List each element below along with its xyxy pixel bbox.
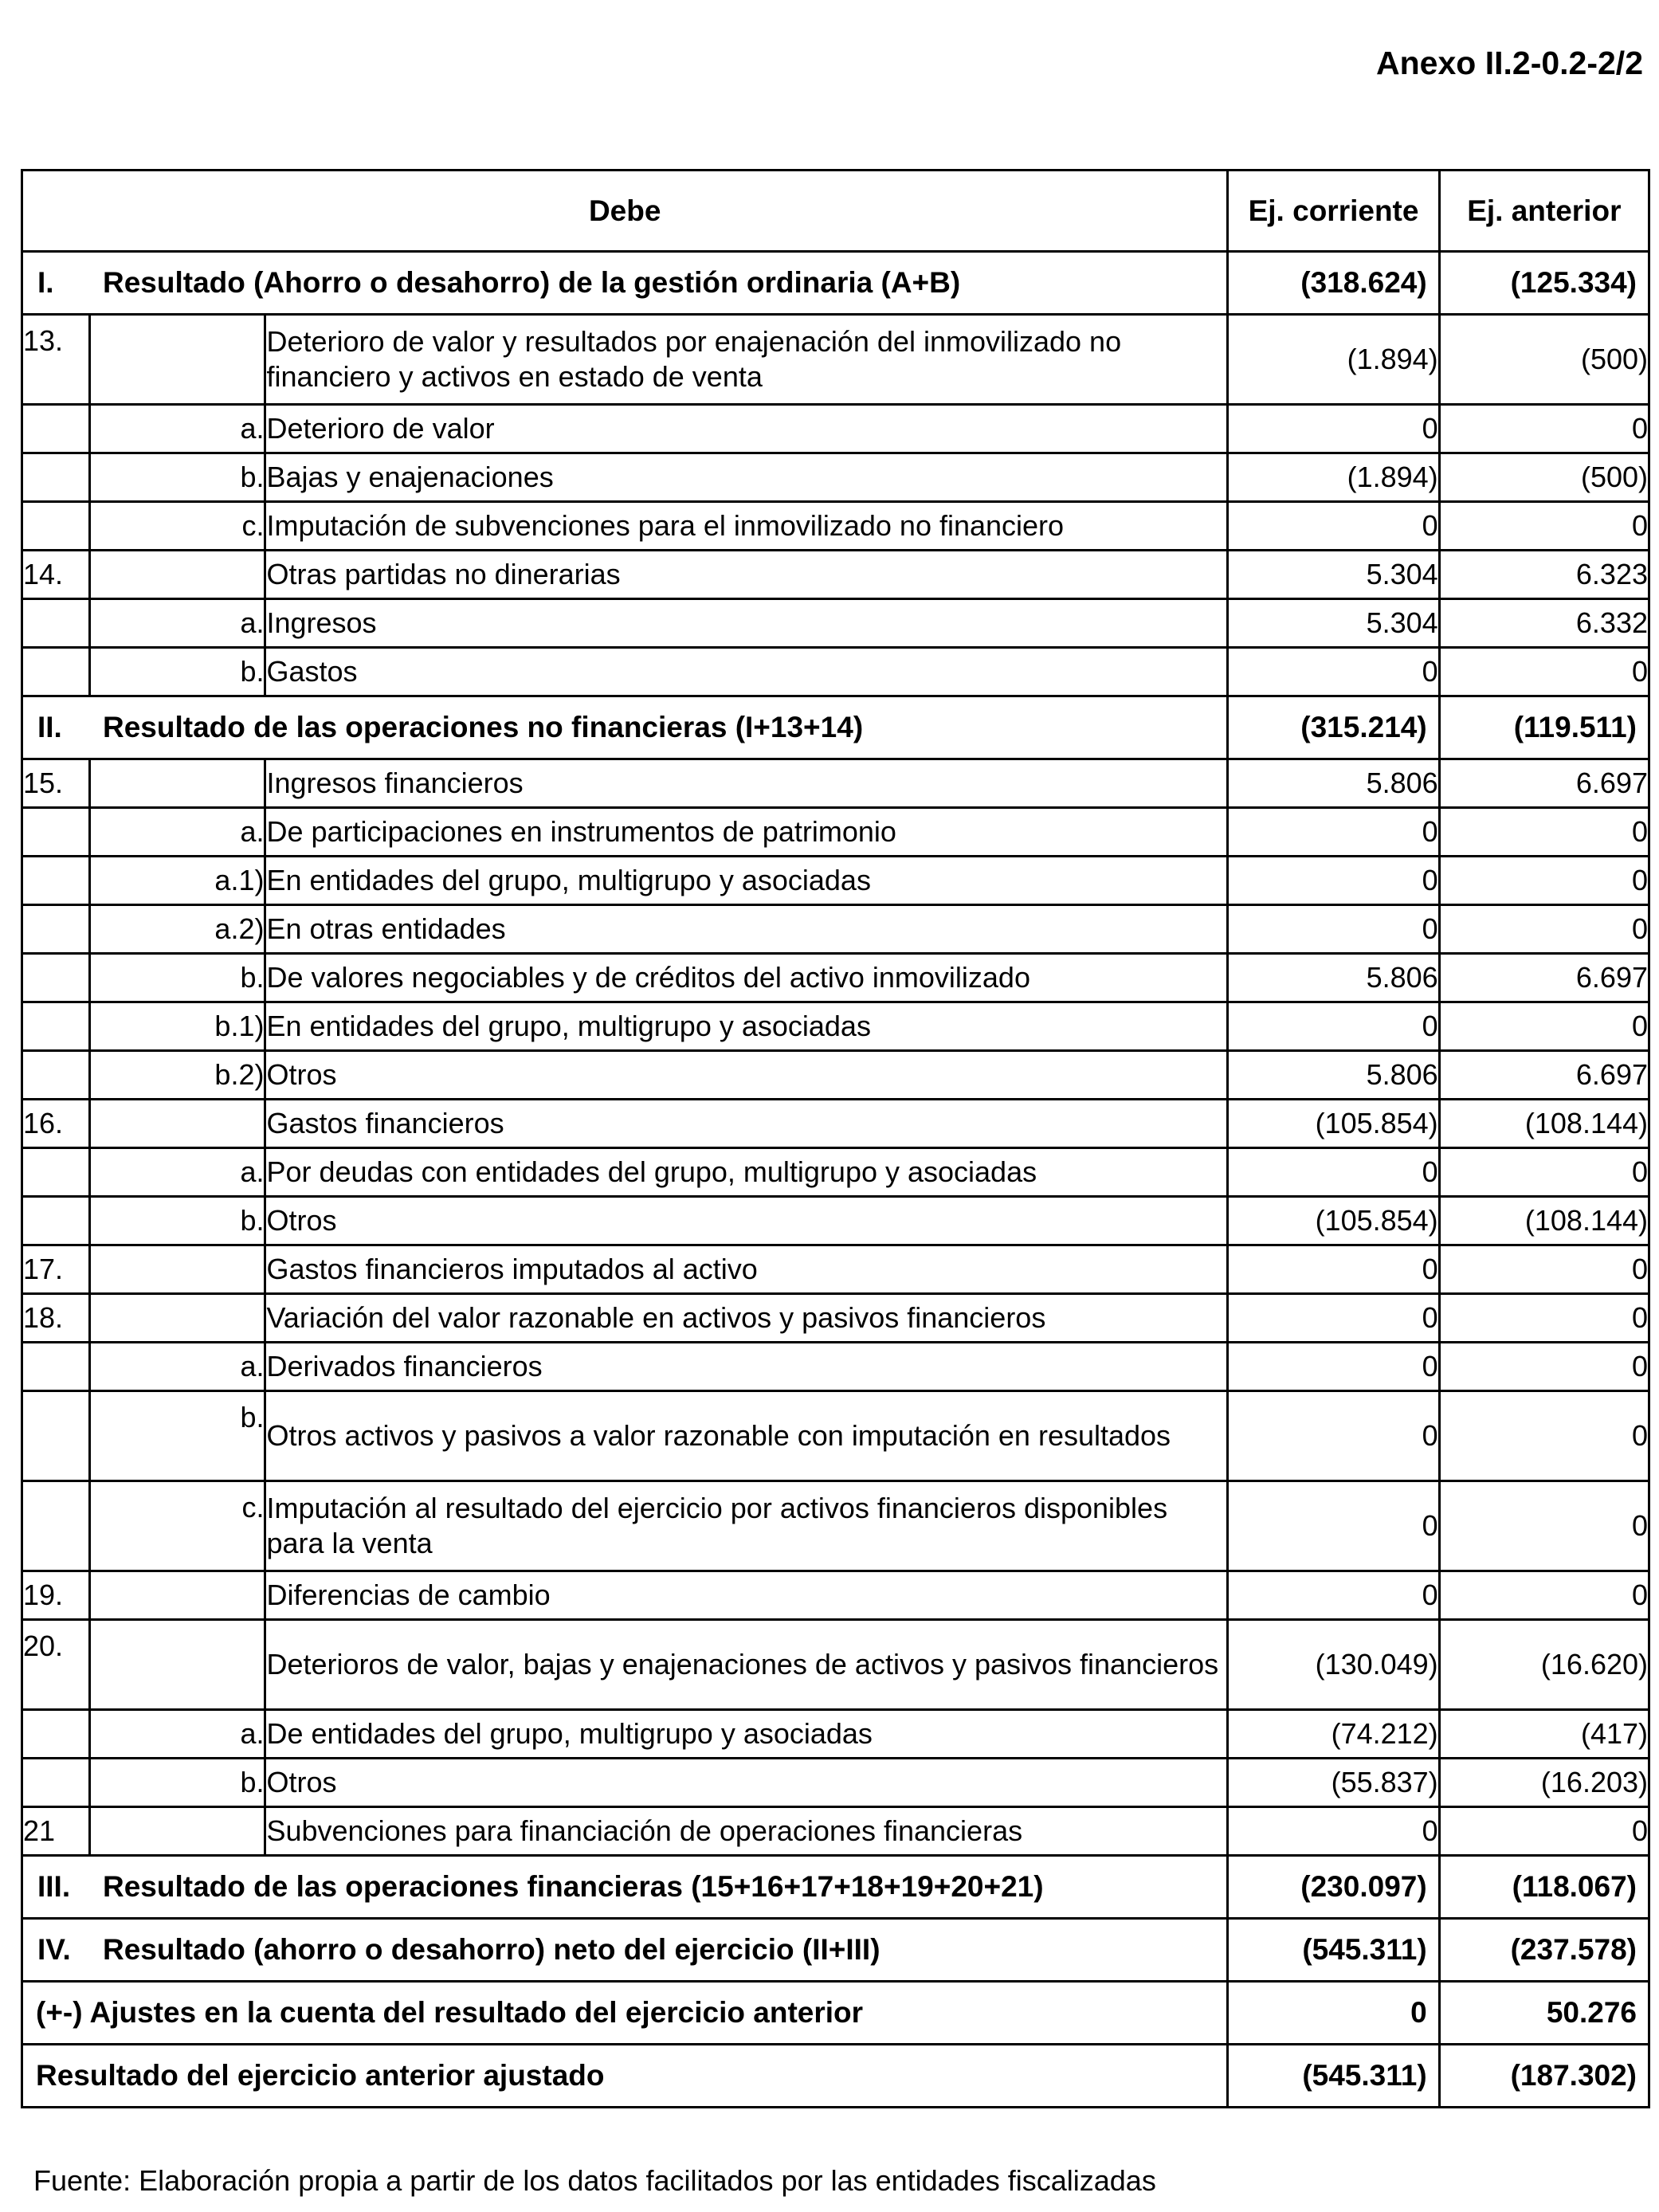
row-number: 16. <box>22 1100 90 1148</box>
value-previous-year: 0 <box>1439 502 1649 551</box>
value-previous-year: 0 <box>1439 1571 1649 1620</box>
row-sub-number: a. <box>90 1148 265 1197</box>
table-row <box>22 502 1649 551</box>
row-sub-number <box>90 1245 265 1294</box>
row-label: Variación del valor razonable en activos y pasivos financieros <box>265 1294 1228 1343</box>
value-previous-year: (237.578) <box>1439 1919 1649 1982</box>
total-roman-number: III. <box>37 1870 71 1903</box>
value-current-year: (545.311) <box>1228 2045 1439 2108</box>
row-number <box>22 808 90 857</box>
row-label: Derivados financieros <box>265 1343 1228 1391</box>
value-current-year: (545.311) <box>1228 1919 1439 1982</box>
value-previous-year: (16.203) <box>1439 1759 1649 1807</box>
value-current-year: 0 <box>1228 1343 1439 1391</box>
row-label: Deterioro de valor y resultados por enajenación del inmovilizado no financiero y activos en estado de venta <box>265 315 1228 405</box>
total-label: (+-) Ajustes en la cuenta del resultado del ejercicio anterior <box>22 1982 1228 2045</box>
table-row <box>22 1710 1649 1759</box>
value-previous-year: 50.276 <box>1439 1982 1649 2045</box>
row-sub-number <box>90 1294 265 1343</box>
total-roman-number: IV. <box>37 1933 71 1966</box>
row-label: En otras entidades <box>265 905 1228 954</box>
row-label: De participaciones en instrumentos de patrimonio <box>265 808 1228 857</box>
row-label: En entidades del grupo, multigrupo y asociadas <box>265 1002 1228 1051</box>
value-previous-year: 0 <box>1439 1148 1649 1197</box>
row-number: 17. <box>22 1245 90 1294</box>
total-label: Resultado de las operaciones no financieras (I+13+14) <box>103 711 864 743</box>
row-sub-number: b. <box>90 1759 265 1807</box>
row-number <box>22 1710 90 1759</box>
table-row <box>22 1620 1649 1710</box>
value-current-year: 0 <box>1228 1245 1439 1294</box>
row-number <box>22 905 90 954</box>
value-previous-year: 0 <box>1439 1807 1649 1856</box>
row-number: 18. <box>22 1294 90 1343</box>
table-row <box>22 315 1649 405</box>
table-header <box>22 171 1649 252</box>
row-number <box>22 1759 90 1807</box>
total-row <box>22 252 1649 315</box>
row-sub-number <box>90 1807 265 1856</box>
value-current-year: (130.049) <box>1228 1620 1439 1710</box>
total-row <box>22 1919 1649 1982</box>
row-label: En entidades del grupo, multigrupo y asociadas <box>265 857 1228 905</box>
row-number <box>22 599 90 648</box>
value-previous-year: (500) <box>1439 453 1649 502</box>
value-current-year: (1.894) <box>1228 315 1439 405</box>
row-label: Subvenciones para financiación de operaciones financieras <box>265 1807 1228 1856</box>
total-label-cell <box>22 252 1228 315</box>
table-row <box>22 1571 1649 1620</box>
value-current-year: 0 <box>1228 1391 1439 1481</box>
row-number <box>22 1481 90 1571</box>
table-row <box>22 1343 1649 1391</box>
row-number: 21 <box>22 1807 90 1856</box>
value-current-year: 0 <box>1228 857 1439 905</box>
value-previous-year: 0 <box>1439 1391 1649 1481</box>
value-previous-year: (118.067) <box>1439 1856 1649 1919</box>
table-row <box>22 1807 1649 1856</box>
value-previous-year: 0 <box>1439 1481 1649 1571</box>
row-number <box>22 1343 90 1391</box>
row-sub-number: c. <box>90 1481 265 1571</box>
value-current-year: 0 <box>1228 905 1439 954</box>
total-row <box>22 2045 1649 2108</box>
row-sub-number: a.1) <box>90 857 265 905</box>
value-previous-year: (125.334) <box>1439 252 1649 315</box>
row-label: De valores negociables y de créditos del activo inmovilizado <box>265 954 1228 1002</box>
value-previous-year: (417) <box>1439 1710 1649 1759</box>
table-row <box>22 1002 1649 1051</box>
row-number <box>22 1197 90 1245</box>
value-previous-year: 0 <box>1439 405 1649 453</box>
value-current-year: 5.806 <box>1228 1051 1439 1100</box>
table-row <box>22 1148 1649 1197</box>
source-note: Fuente: Elaboración propia a partir de los datos facilitados por las entidades fiscalizadas <box>33 2164 1156 2197</box>
table-row <box>22 1481 1649 1571</box>
value-previous-year: 0 <box>1439 1343 1649 1391</box>
value-previous-year: 0 <box>1439 1294 1649 1343</box>
value-previous-year: 0 <box>1439 648 1649 696</box>
value-current-year: 0 <box>1228 502 1439 551</box>
row-sub-number: a. <box>90 599 265 648</box>
row-number <box>22 1391 90 1481</box>
value-current-year: (315.214) <box>1228 696 1439 759</box>
value-previous-year: 0 <box>1439 905 1649 954</box>
table-row <box>22 1051 1649 1100</box>
row-sub-number: b.1) <box>90 1002 265 1051</box>
table-row <box>22 808 1649 857</box>
value-current-year: 0 <box>1228 648 1439 696</box>
table-row <box>22 599 1649 648</box>
value-current-year: 5.806 <box>1228 759 1439 808</box>
value-previous-year: (108.144) <box>1439 1100 1649 1148</box>
header-debe: Debe <box>22 171 1228 252</box>
row-sub-number: b. <box>90 954 265 1002</box>
row-sub-number <box>90 1571 265 1620</box>
row-number <box>22 857 90 905</box>
row-label: Diferencias de cambio <box>265 1571 1228 1620</box>
row-label: Otros <box>265 1759 1228 1807</box>
value-current-year: (55.837) <box>1228 1759 1439 1807</box>
row-number <box>22 453 90 502</box>
row-label: Gastos financieros imputados al activo <box>265 1245 1228 1294</box>
value-current-year: 5.304 <box>1228 551 1439 599</box>
row-sub-number: a. <box>90 1343 265 1391</box>
row-label: De entidades del grupo, multigrupo y asociadas <box>265 1710 1228 1759</box>
row-label: Gastos <box>265 648 1228 696</box>
row-sub-number: b. <box>90 1391 265 1481</box>
value-current-year: 0 <box>1228 405 1439 453</box>
table-row <box>22 1391 1649 1481</box>
value-previous-year: 6.323 <box>1439 551 1649 599</box>
total-row <box>22 1982 1649 2045</box>
value-current-year: (74.212) <box>1228 1710 1439 1759</box>
row-sub-number: b.2) <box>90 1051 265 1100</box>
total-roman-number: II. <box>37 711 62 743</box>
row-number: 20. <box>22 1620 90 1710</box>
value-current-year: 0 <box>1228 1148 1439 1197</box>
row-sub-number <box>90 1620 265 1710</box>
row-label: Ingresos financieros <box>265 759 1228 808</box>
row-label: Otros <box>265 1051 1228 1100</box>
row-sub-number: a. <box>90 405 265 453</box>
total-label: Resultado (ahorro o desahorro) neto del ejercicio (II+III) <box>103 1933 880 1966</box>
value-current-year: 5.304 <box>1228 599 1439 648</box>
total-row <box>22 1856 1649 1919</box>
total-row <box>22 696 1649 759</box>
value-current-year: 0 <box>1228 808 1439 857</box>
row-label: Deterioros de valor, bajas y enajenaciones de activos y pasivos financieros <box>265 1620 1228 1710</box>
row-label: Gastos financieros <box>265 1100 1228 1148</box>
table-body <box>22 252 1649 2108</box>
row-label: Imputación al resultado del ejercicio por activos financieros disponibles para la venta <box>265 1481 1228 1571</box>
row-sub-number <box>90 551 265 599</box>
table-row <box>22 551 1649 599</box>
row-number: 19. <box>22 1571 90 1620</box>
table-row <box>22 759 1649 808</box>
row-sub-number: b. <box>90 648 265 696</box>
value-current-year: (105.854) <box>1228 1100 1439 1148</box>
value-previous-year: 0 <box>1439 808 1649 857</box>
row-sub-number: c. <box>90 502 265 551</box>
row-number <box>22 1002 90 1051</box>
table-row <box>22 1759 1649 1807</box>
row-number <box>22 502 90 551</box>
row-number <box>22 405 90 453</box>
annex-reference: Anexo II.2-0.2-2/2 <box>1376 45 1643 81</box>
value-current-year: 0 <box>1228 1982 1439 2045</box>
value-current-year: 0 <box>1228 1481 1439 1571</box>
value-current-year: 0 <box>1228 1571 1439 1620</box>
value-previous-year: 0 <box>1439 1002 1649 1051</box>
value-current-year: (230.097) <box>1228 1856 1439 1919</box>
row-number: 15. <box>22 759 90 808</box>
table-row <box>22 405 1649 453</box>
total-label-cell <box>22 696 1228 759</box>
row-label: Bajas y enajenaciones <box>265 453 1228 502</box>
value-previous-year: (119.511) <box>1439 696 1649 759</box>
value-current-year: 5.806 <box>1228 954 1439 1002</box>
row-number <box>22 1051 90 1100</box>
value-previous-year: 0 <box>1439 857 1649 905</box>
row-label: Otros activos y pasivos a valor razonable con imputación en resultados <box>265 1391 1228 1481</box>
row-sub-number: a. <box>90 808 265 857</box>
row-label: Por deudas con entidades del grupo, multigrupo y asociadas <box>265 1148 1228 1197</box>
row-label: Otras partidas no dinerarias <box>265 551 1228 599</box>
row-label: Deterioro de valor <box>265 405 1228 453</box>
income-statement-table <box>21 169 1650 2108</box>
total-label: Resultado de las operaciones financieras (15+16+17+18+19+20+21) <box>103 1870 1044 1903</box>
table-row <box>22 1100 1649 1148</box>
value-previous-year: (16.620) <box>1439 1620 1649 1710</box>
table-row <box>22 857 1649 905</box>
table-row <box>22 905 1649 954</box>
total-label-cell <box>22 1856 1228 1919</box>
row-number <box>22 954 90 1002</box>
table-row <box>22 1197 1649 1245</box>
value-previous-year: 6.697 <box>1439 954 1649 1002</box>
table-row <box>22 453 1649 502</box>
total-label: Resultado del ejercicio anterior ajustado <box>22 2045 1228 2108</box>
value-previous-year: (108.144) <box>1439 1197 1649 1245</box>
value-current-year: (105.854) <box>1228 1197 1439 1245</box>
value-current-year: 0 <box>1228 1002 1439 1051</box>
value-current-year: (1.894) <box>1228 453 1439 502</box>
row-sub-number <box>90 759 265 808</box>
value-previous-year: (500) <box>1439 315 1649 405</box>
value-current-year: 0 <box>1228 1807 1439 1856</box>
value-previous-year: 6.697 <box>1439 1051 1649 1100</box>
value-previous-year: (187.302) <box>1439 2045 1649 2108</box>
value-previous-year: 6.332 <box>1439 599 1649 648</box>
table-row <box>22 954 1649 1002</box>
row-label: Imputación de subvenciones para el inmovilizado no financiero <box>265 502 1228 551</box>
row-number: 13. <box>22 315 90 405</box>
row-number <box>22 1148 90 1197</box>
row-sub-number: b. <box>90 1197 265 1245</box>
row-sub-number <box>90 1100 265 1148</box>
table-row <box>22 648 1649 696</box>
row-number: 14. <box>22 551 90 599</box>
table-row <box>22 1294 1649 1343</box>
row-sub-number: a. <box>90 1710 265 1759</box>
total-label: Resultado (Ahorro o desahorro) de la gestión ordinaria (A+B) <box>103 266 961 299</box>
row-label: Otros <box>265 1197 1228 1245</box>
row-sub-number <box>90 315 265 405</box>
header-previous-year: Ej. anterior <box>1439 171 1649 252</box>
value-current-year: (318.624) <box>1228 252 1439 315</box>
row-label: Ingresos <box>265 599 1228 648</box>
row-number <box>22 648 90 696</box>
row-sub-number: a.2) <box>90 905 265 954</box>
row-sub-number: b. <box>90 453 265 502</box>
total-label-cell <box>22 1919 1228 1982</box>
value-previous-year: 6.697 <box>1439 759 1649 808</box>
header-current-year: Ej. corriente <box>1228 171 1439 252</box>
table-row <box>22 1245 1649 1294</box>
value-current-year: 0 <box>1228 1294 1439 1343</box>
value-previous-year: 0 <box>1439 1245 1649 1294</box>
total-roman-number: I. <box>37 266 54 299</box>
